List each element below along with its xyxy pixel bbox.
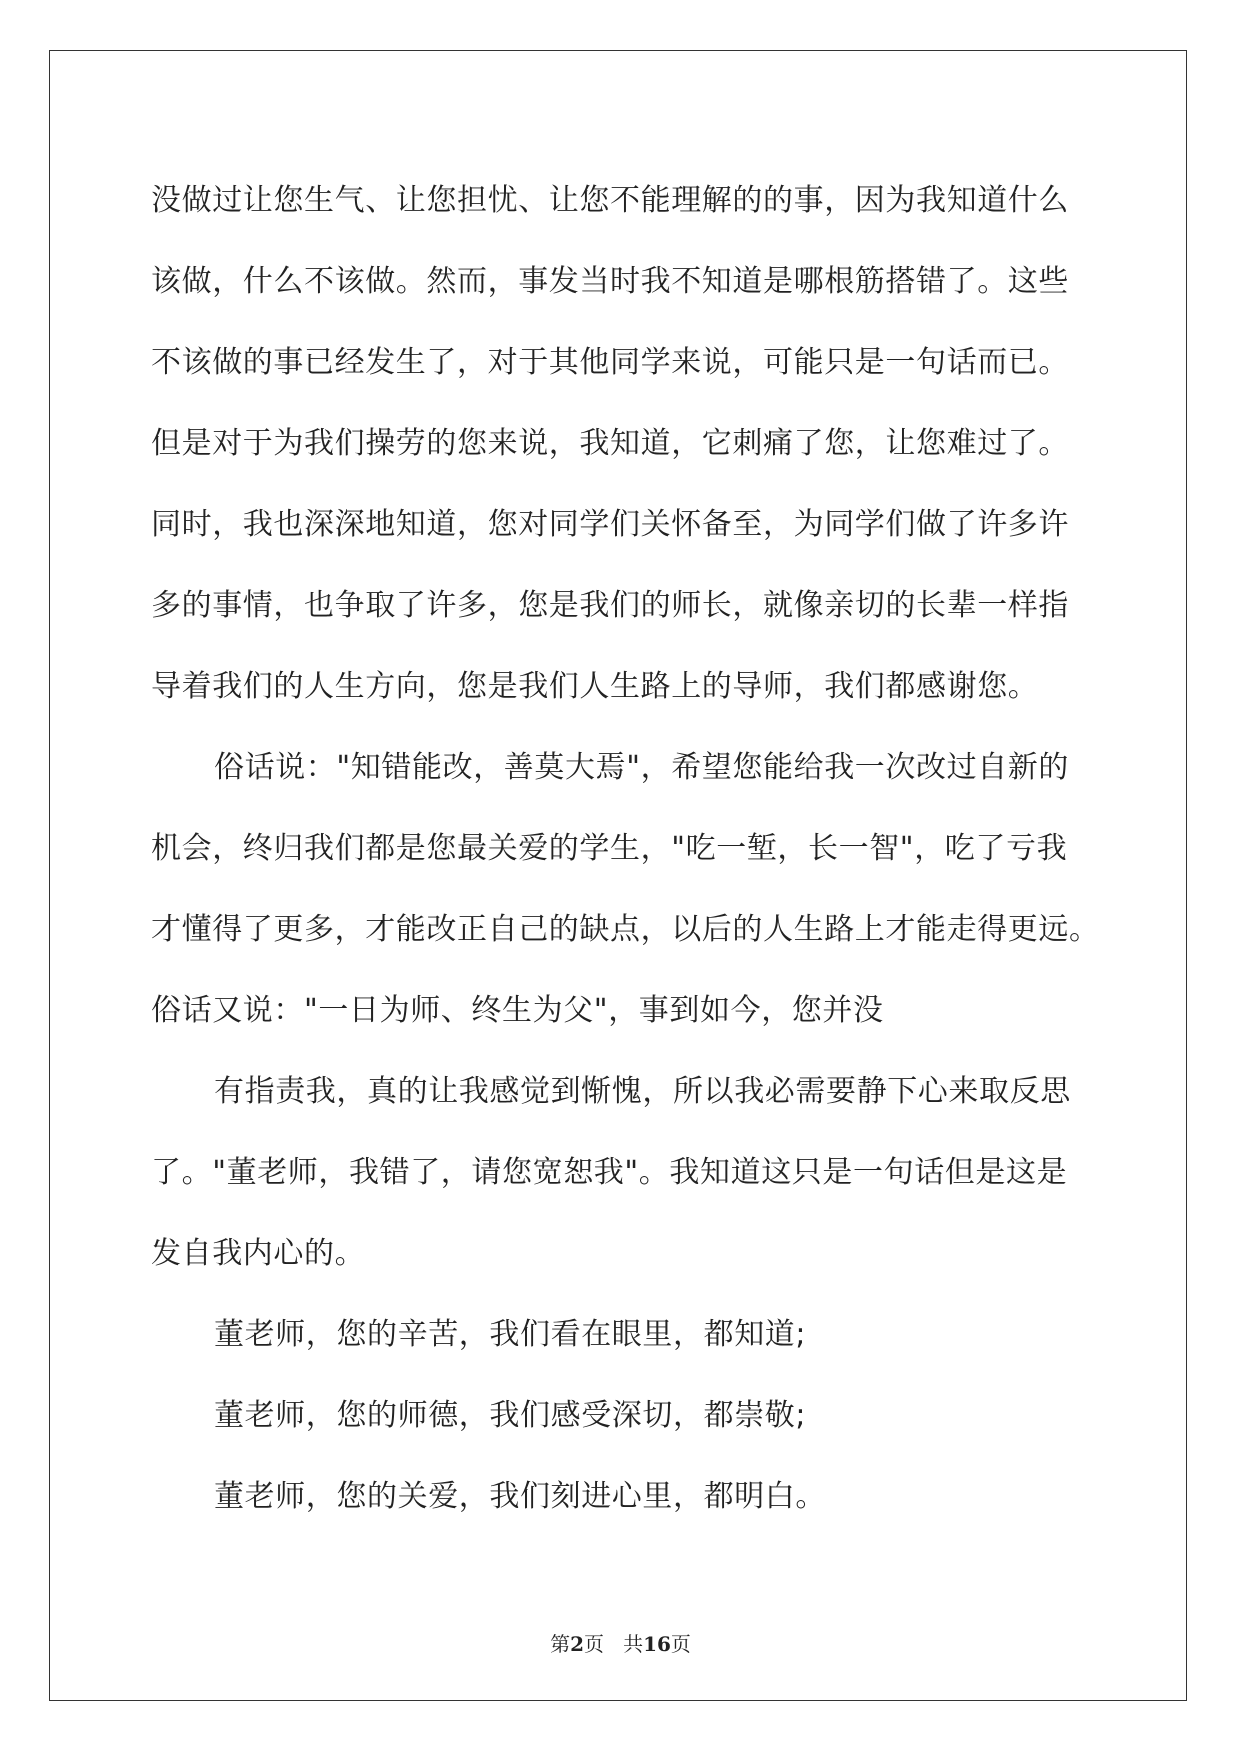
text-line-14: 发自我内心的。 — [151, 1236, 366, 1271]
text-line-9: 机会，终归我们都是您最关爱的学生，"吃一堑，长一智"，吃了亏我 — [151, 831, 1068, 866]
document-body — [151, 160, 1100, 1537]
text-line-6: 多的事情，也争取了许多，您是我们的师长，就像亲切的长辈一样指 — [151, 588, 1069, 623]
text-line-8: 俗话说："知错能改，善莫大焉"，希望您能给我一次改过自新的 — [214, 750, 1069, 785]
footer-total-prefix: 共 — [623, 1632, 644, 1656]
text-line-7: 导着我们的人生方向，您是我们人生路上的导师，我们都感谢您。 — [151, 669, 1039, 704]
page-footer — [0, 1628, 1241, 1657]
footer-total-pages: 16 — [643, 1632, 671, 1656]
text-line-16: 董老师，您的师德，我们感受深切，都崇敬; — [214, 1398, 807, 1433]
text-line-4: 但是对于为我们操劳的您来说，我知道，它刺痛了您，让您难过了。 — [151, 426, 1069, 461]
text-line-10: 才懂得了更多，才能改正自己的缺点，以后的人生路上才能走得更远。 — [151, 912, 1100, 947]
text-line-1: 没做过让您生气、让您担忧、让您不能理解的的事，因为我知道什么 — [151, 183, 1069, 218]
text-line-13: 了。"董老师，我错了，请您宽恕我"。我知道这只是一句话但是这是 — [151, 1155, 1068, 1190]
text-line-12: 有指责我，真的让我感觉到惭愧，所以我必需要静下心来取反思 — [214, 1074, 1071, 1109]
text-line-15: 董老师，您的辛苦，我们看在眼里，都知道; — [214, 1317, 807, 1352]
footer-page-word: 页 — [584, 1632, 604, 1656]
footer-total-suffix: 页 — [670, 1632, 691, 1656]
text-line-3: 不该做的事已经发生了，对于其他同学来说，可能只是一句话而已。 — [151, 345, 1069, 380]
text-line-5: 同时，我也深深地知道，您对同学们关怀备至，为同学们做了许多许 — [151, 507, 1069, 542]
text-line-17: 董老师，您的关爱，我们刻进心里，都明白。 — [214, 1479, 826, 1514]
text-line-2: 该做，什么不该做。然而，事发当时我不知道是哪根筋搭错了。这些 — [151, 264, 1069, 299]
text-line-11: 俗话又说："一日为师、终生为父"，事到如今，您并没 — [151, 993, 884, 1028]
footer-prefix: 第 — [550, 1632, 571, 1656]
footer-current-page: 2 — [570, 1632, 584, 1656]
